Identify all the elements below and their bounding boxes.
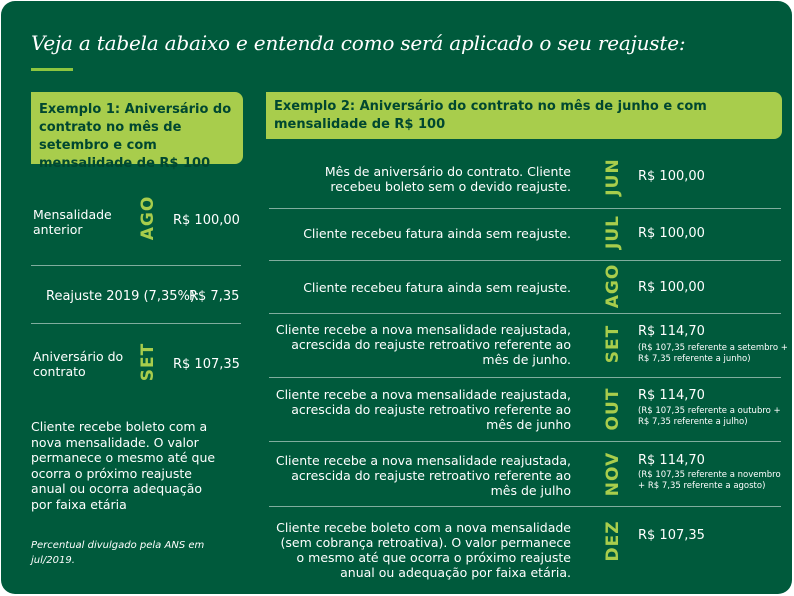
ex2-detail-set: (R$ 107,35 referente a setembro + R$ 7,35 referente a junho) <box>638 343 788 364</box>
ex1-divider <box>31 265 241 266</box>
ex2-month-dez: DEZ <box>603 520 623 562</box>
ex2-month-set: SET <box>603 324 623 364</box>
ex2-value-jun: R$ 100,00 <box>638 169 705 184</box>
ex2-divider <box>269 506 781 507</box>
ex2-divider <box>269 441 781 442</box>
example1-banner <box>31 92 243 171</box>
ex2-desc-set: Cliente recebe a nova mensalidade reajustada, acrescida do reajuste retroativo referente ao mês de junho. <box>275 322 571 367</box>
ex1-note: Cliente recebe boleto com a nova mensalidade. O valor permanece o mesmo até que ocorra o próximo reajuste anual ou ocorra adequação por faixa etária <box>31 419 216 512</box>
reajuste-card <box>1 1 792 594</box>
ex2-detail-nov: (R$ 107,35 referente a novembro + R$ 7,35 referente a agosto) <box>638 470 781 491</box>
example2-banner <box>266 92 782 139</box>
ex1-month-set: SET <box>138 342 158 382</box>
ex2-month-ago: AGO <box>603 263 623 309</box>
ex2-desc-jun: Mês de aniversário do contrato. Cliente recebeu boleto sem o devido reajuste. <box>324 164 571 194</box>
ex2-month-jun: JUN <box>603 158 623 196</box>
ex1-label-aniversario: Aniversário do contrato <box>33 349 124 379</box>
title-underline <box>31 68 73 71</box>
ex1-footnote: Percentual divulgado pela ANS em jul/2019. <box>31 540 205 566</box>
ex1-value-mensalidade: R$ 100,00 <box>173 213 240 228</box>
ex2-desc-dez: Cliente recebe boleto com a nova mensalidade (sem cobrança retroativa). O valor permanece o mesmo até que ocorra o próximo reajuste anual ou adequação por faixa etária. <box>276 520 571 580</box>
ex2-value-nov: R$ 114,70 <box>638 453 705 468</box>
ex1-label-reajuste: Reajuste 2019 (7,35%): <box>46 289 200 304</box>
ex2-desc-out: Cliente recebe a nova mensalidade reajustada, acrescida do reajuste retroativo referente ao mês de junho <box>275 387 571 432</box>
example1-heading: Exemplo 1: Aniversário do contrato no mês de setembro e com mensalidade de R$ 100 <box>39 102 232 171</box>
ex2-month-jul: JUL <box>603 215 623 249</box>
ex2-desc-nov: Cliente recebe a nova mensalidade reajustada, acrescida do reajuste retroativo referente ao mês de julho <box>275 453 571 498</box>
ex1-value-aniversario: R$ 107,35 <box>173 357 240 372</box>
ex1-month-ago: AGO <box>138 195 158 241</box>
ex2-month-out: OUT <box>603 387 623 431</box>
ex1-label-mensalidade: Mensalidade anterior <box>33 207 112 237</box>
ex2-divider <box>269 377 781 378</box>
ex2-divider <box>269 260 781 261</box>
ex2-divider <box>269 208 781 209</box>
example2-heading: Exemplo 2: Aniversário do contrato no mês de junho e com mensalidade de R$ 100 <box>274 99 707 132</box>
ex2-value-dez: R$ 107,35 <box>638 528 705 543</box>
ex2-value-out: R$ 114,70 <box>638 388 705 403</box>
ex2-desc-jul: Cliente recebeu fatura ainda sem reajuste. <box>303 226 571 241</box>
ex2-detail-out: (R$ 107,35 referente a outubro + R$ 7,35 referente a julho) <box>638 406 781 427</box>
ex2-month-nov: NOV <box>603 451 623 497</box>
ex2-desc-ago: Cliente recebeu fatura ainda sem reajuste. <box>303 280 571 295</box>
ex2-value-jul: R$ 100,00 <box>638 226 705 241</box>
ex2-divider <box>269 313 781 314</box>
page-title: Veja a tabela abaixo e entenda como será aplicado o seu reajuste: <box>31 31 686 55</box>
ex1-value-reajuste: R$ 7,35 <box>189 289 240 304</box>
ex2-value-ago: R$ 100,00 <box>638 280 705 295</box>
ex2-value-set: R$ 114,70 <box>638 324 705 339</box>
ex1-divider <box>31 323 241 324</box>
